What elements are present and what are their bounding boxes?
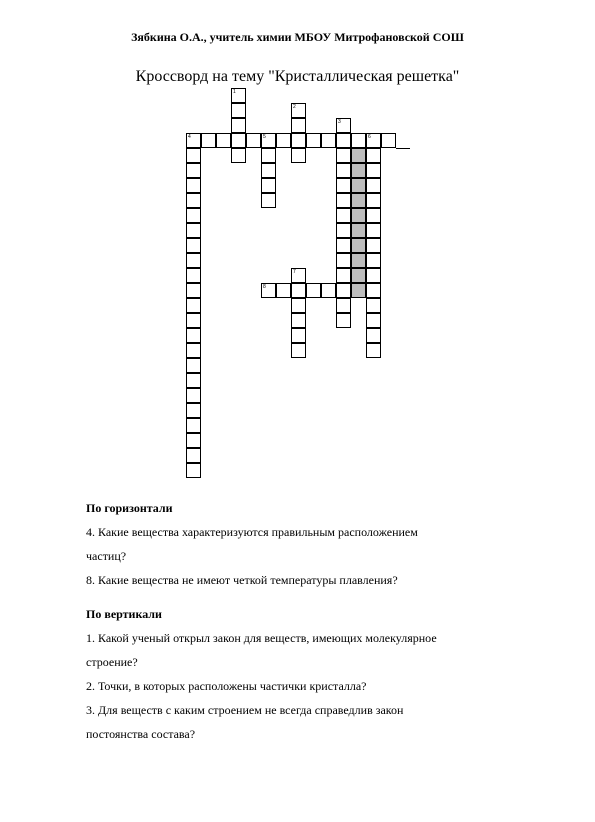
clue-number: 6 bbox=[368, 134, 371, 140]
crossword-cell bbox=[231, 88, 246, 103]
crossword-cell bbox=[366, 238, 381, 253]
crossword-cell bbox=[351, 223, 366, 238]
crossword-cell bbox=[201, 133, 216, 148]
crossword-cell bbox=[186, 403, 201, 418]
crossword-cell bbox=[366, 253, 381, 268]
crossword-cell bbox=[186, 313, 201, 328]
vertical-clues-title: По вертикали bbox=[86, 607, 162, 621]
clue-line: 2. Точки, в которых расположены частички кристалла? bbox=[86, 679, 367, 693]
clue-number: 2 bbox=[293, 104, 296, 110]
crossword-cell bbox=[366, 163, 381, 178]
crossword-cell bbox=[336, 193, 351, 208]
crossword-cell bbox=[261, 163, 276, 178]
crossword-cell bbox=[276, 133, 291, 148]
crossword-cell bbox=[291, 103, 306, 118]
crossword-cell bbox=[336, 253, 351, 268]
crossword-cell bbox=[261, 133, 276, 148]
crossword-cell bbox=[291, 118, 306, 133]
crossword-cell bbox=[381, 133, 396, 148]
crossword-cell bbox=[366, 133, 381, 148]
crossword-cell bbox=[366, 148, 381, 163]
grid-line bbox=[396, 148, 410, 149]
crossword-cell bbox=[291, 328, 306, 343]
crossword-cell bbox=[186, 238, 201, 253]
crossword-cell bbox=[261, 283, 276, 298]
clue-line: строение? bbox=[86, 655, 138, 669]
crossword-cell bbox=[186, 253, 201, 268]
crossword-cell bbox=[186, 208, 201, 223]
crossword-cell bbox=[351, 253, 366, 268]
crossword-cell bbox=[186, 358, 201, 373]
crossword-cell bbox=[336, 298, 351, 313]
crossword-cell bbox=[366, 223, 381, 238]
crossword-cell bbox=[336, 118, 351, 133]
clue-line: 1. Какой ученый открыл закон для веществ, имеющих молекулярное bbox=[86, 631, 437, 645]
crossword-cell bbox=[351, 283, 366, 298]
crossword-cell bbox=[351, 238, 366, 253]
clue-number: 1 bbox=[233, 89, 236, 95]
crossword-cell bbox=[366, 193, 381, 208]
crossword-cell bbox=[351, 268, 366, 283]
crossword-cell bbox=[291, 283, 306, 298]
crossword-cell bbox=[186, 283, 201, 298]
page-header: Зябкина О.А., учитель химии МБОУ Митрофановской СОШ bbox=[131, 30, 464, 44]
crossword-cell bbox=[366, 208, 381, 223]
crossword-cell bbox=[321, 283, 336, 298]
crossword-cell bbox=[336, 238, 351, 253]
crossword-cell bbox=[231, 103, 246, 118]
crossword-cell bbox=[366, 178, 381, 193]
crossword-cell bbox=[306, 283, 321, 298]
crossword-cell bbox=[366, 268, 381, 283]
crossword-cell bbox=[351, 133, 366, 148]
crossword-cell bbox=[366, 298, 381, 313]
crossword-cell bbox=[336, 208, 351, 223]
clue-line: 3. Для веществ с каким строением не всегда справедлив закон bbox=[86, 703, 404, 717]
crossword-cell bbox=[186, 448, 201, 463]
crossword-cell bbox=[186, 343, 201, 358]
horizontal-clues-title: По горизонтали bbox=[86, 501, 173, 515]
crossword-cell bbox=[231, 133, 246, 148]
crossword-cell bbox=[336, 223, 351, 238]
clue-number: 4 bbox=[188, 134, 191, 140]
crossword-cell bbox=[351, 178, 366, 193]
crossword-cell bbox=[336, 313, 351, 328]
crossword-cell bbox=[231, 118, 246, 133]
crossword-cell bbox=[186, 193, 201, 208]
crossword-cell bbox=[186, 388, 201, 403]
crossword-cell bbox=[366, 328, 381, 343]
crossword-cell bbox=[186, 328, 201, 343]
crossword-cell bbox=[291, 148, 306, 163]
crossword-cell bbox=[186, 178, 201, 193]
crossword-cell bbox=[291, 133, 306, 148]
clue-line: 4. Какие вещества характеризуются правильным расположением bbox=[86, 525, 418, 539]
crossword-cell bbox=[246, 133, 261, 148]
crossword-cell bbox=[186, 463, 201, 478]
crossword-title: Кроссворд на тему "Кристаллическая решетка" bbox=[135, 68, 460, 85]
crossword-cell bbox=[291, 298, 306, 313]
clue-number: 5 bbox=[263, 134, 266, 140]
crossword-cell bbox=[216, 133, 231, 148]
crossword-cell bbox=[291, 343, 306, 358]
crossword-cell bbox=[261, 193, 276, 208]
crossword-cell bbox=[336, 148, 351, 163]
crossword-cell bbox=[366, 283, 381, 298]
crossword-cell bbox=[261, 178, 276, 193]
crossword-cell bbox=[186, 223, 201, 238]
crossword-cell bbox=[186, 433, 201, 448]
crossword-cell bbox=[336, 283, 351, 298]
crossword-cell bbox=[306, 133, 321, 148]
crossword-cell bbox=[351, 163, 366, 178]
crossword-cell bbox=[186, 298, 201, 313]
crossword-cell bbox=[231, 148, 246, 163]
crossword-cell bbox=[366, 313, 381, 328]
clue-line: 8. Какие вещества не имеют четкой температуры плавления? bbox=[86, 573, 398, 587]
crossword-cell bbox=[186, 373, 201, 388]
clue-number: 3 bbox=[338, 119, 341, 125]
clue-number: 8 bbox=[263, 284, 266, 290]
crossword-cell bbox=[336, 133, 351, 148]
crossword-cell bbox=[366, 343, 381, 358]
crossword-cell bbox=[336, 268, 351, 283]
crossword-cell bbox=[336, 178, 351, 193]
crossword-cell bbox=[351, 193, 366, 208]
crossword-cell bbox=[351, 208, 366, 223]
crossword-cell bbox=[186, 418, 201, 433]
crossword-cell bbox=[321, 133, 336, 148]
crossword-cell bbox=[261, 148, 276, 163]
clue-line: частиц? bbox=[86, 549, 127, 563]
crossword-cell bbox=[186, 163, 201, 178]
clue-number: 7 bbox=[293, 269, 296, 275]
crossword-cell bbox=[186, 133, 201, 148]
crossword-cell bbox=[186, 148, 201, 163]
crossword-cell bbox=[291, 268, 306, 283]
crossword-cell bbox=[336, 163, 351, 178]
crossword-cell bbox=[291, 313, 306, 328]
clue-line: постоянства состава? bbox=[86, 727, 196, 741]
crossword-cell bbox=[351, 148, 366, 163]
crossword-cell bbox=[186, 268, 201, 283]
crossword-cell bbox=[276, 283, 291, 298]
clues-section bbox=[86, 500, 526, 742]
